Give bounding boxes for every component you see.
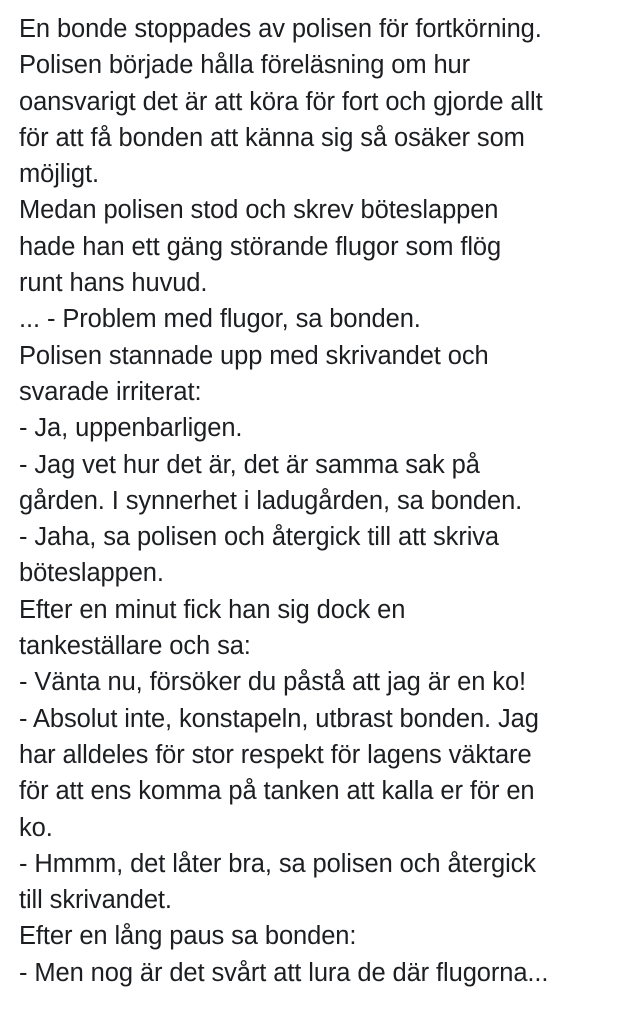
text-line: - Vänta nu, försöker du påstå att jag är en ko! <box>19 668 527 697</box>
text-line: möjligt. <box>19 160 99 189</box>
text-line: oansvarigt det är att köra för fort och gjorde allt <box>19 87 543 116</box>
text-line: Polisen stannade upp med skrivandet och <box>19 341 489 370</box>
text-line: En bonde stoppades av polisen för fortkörning. <box>19 15 542 43</box>
text-line: - Men nog är det svårt att lura de där flugorna... <box>19 958 549 987</box>
text-line: svarade irriterat: <box>19 377 202 406</box>
text-line: Medan polisen stod och skrev böteslappen <box>19 196 499 225</box>
text-line: böteslappen. <box>19 559 164 588</box>
text-line: Efter en lång paus sa bonden: <box>19 922 357 951</box>
text-line: hade han ett gäng störande flugor som flög <box>19 232 502 261</box>
text-line: - Jaha, sa polisen och återgick till att skriva <box>19 523 500 552</box>
text-line: för att få bonden att känna sig så osäker som <box>19 123 525 152</box>
text-line: - Hmmm, det låter bra, sa polisen och återgick <box>19 849 536 878</box>
text-line: ... - Problem med flugor, sa bonden. <box>19 305 421 334</box>
text-line: - Absolut inte, konstapeln, utbrast bonden. Jag <box>19 704 539 733</box>
text-line: - Ja, uppenbarligen. <box>19 414 243 443</box>
text-line: tankeställare och sa: <box>19 632 251 661</box>
post-text <box>19 11 629 991</box>
text-line: gården. I synnerhet i ladugården, sa bonden. <box>19 486 523 515</box>
text-line: till skrivandet. <box>19 886 172 915</box>
text-line: för att ens komma på tanken att kalla er för en <box>19 777 535 806</box>
text-line: Polisen började hålla föreläsning om hur <box>19 51 471 80</box>
text-line: - Jag vet hur det är, det är samma sak på <box>19 450 480 479</box>
text-line: har alldeles för stor respekt för lagens väktare <box>19 740 532 769</box>
text-line: Efter en minut fick han sig dock en <box>19 595 406 624</box>
text-line: runt hans huvud. <box>19 269 208 298</box>
text-line: ko. <box>19 813 53 842</box>
